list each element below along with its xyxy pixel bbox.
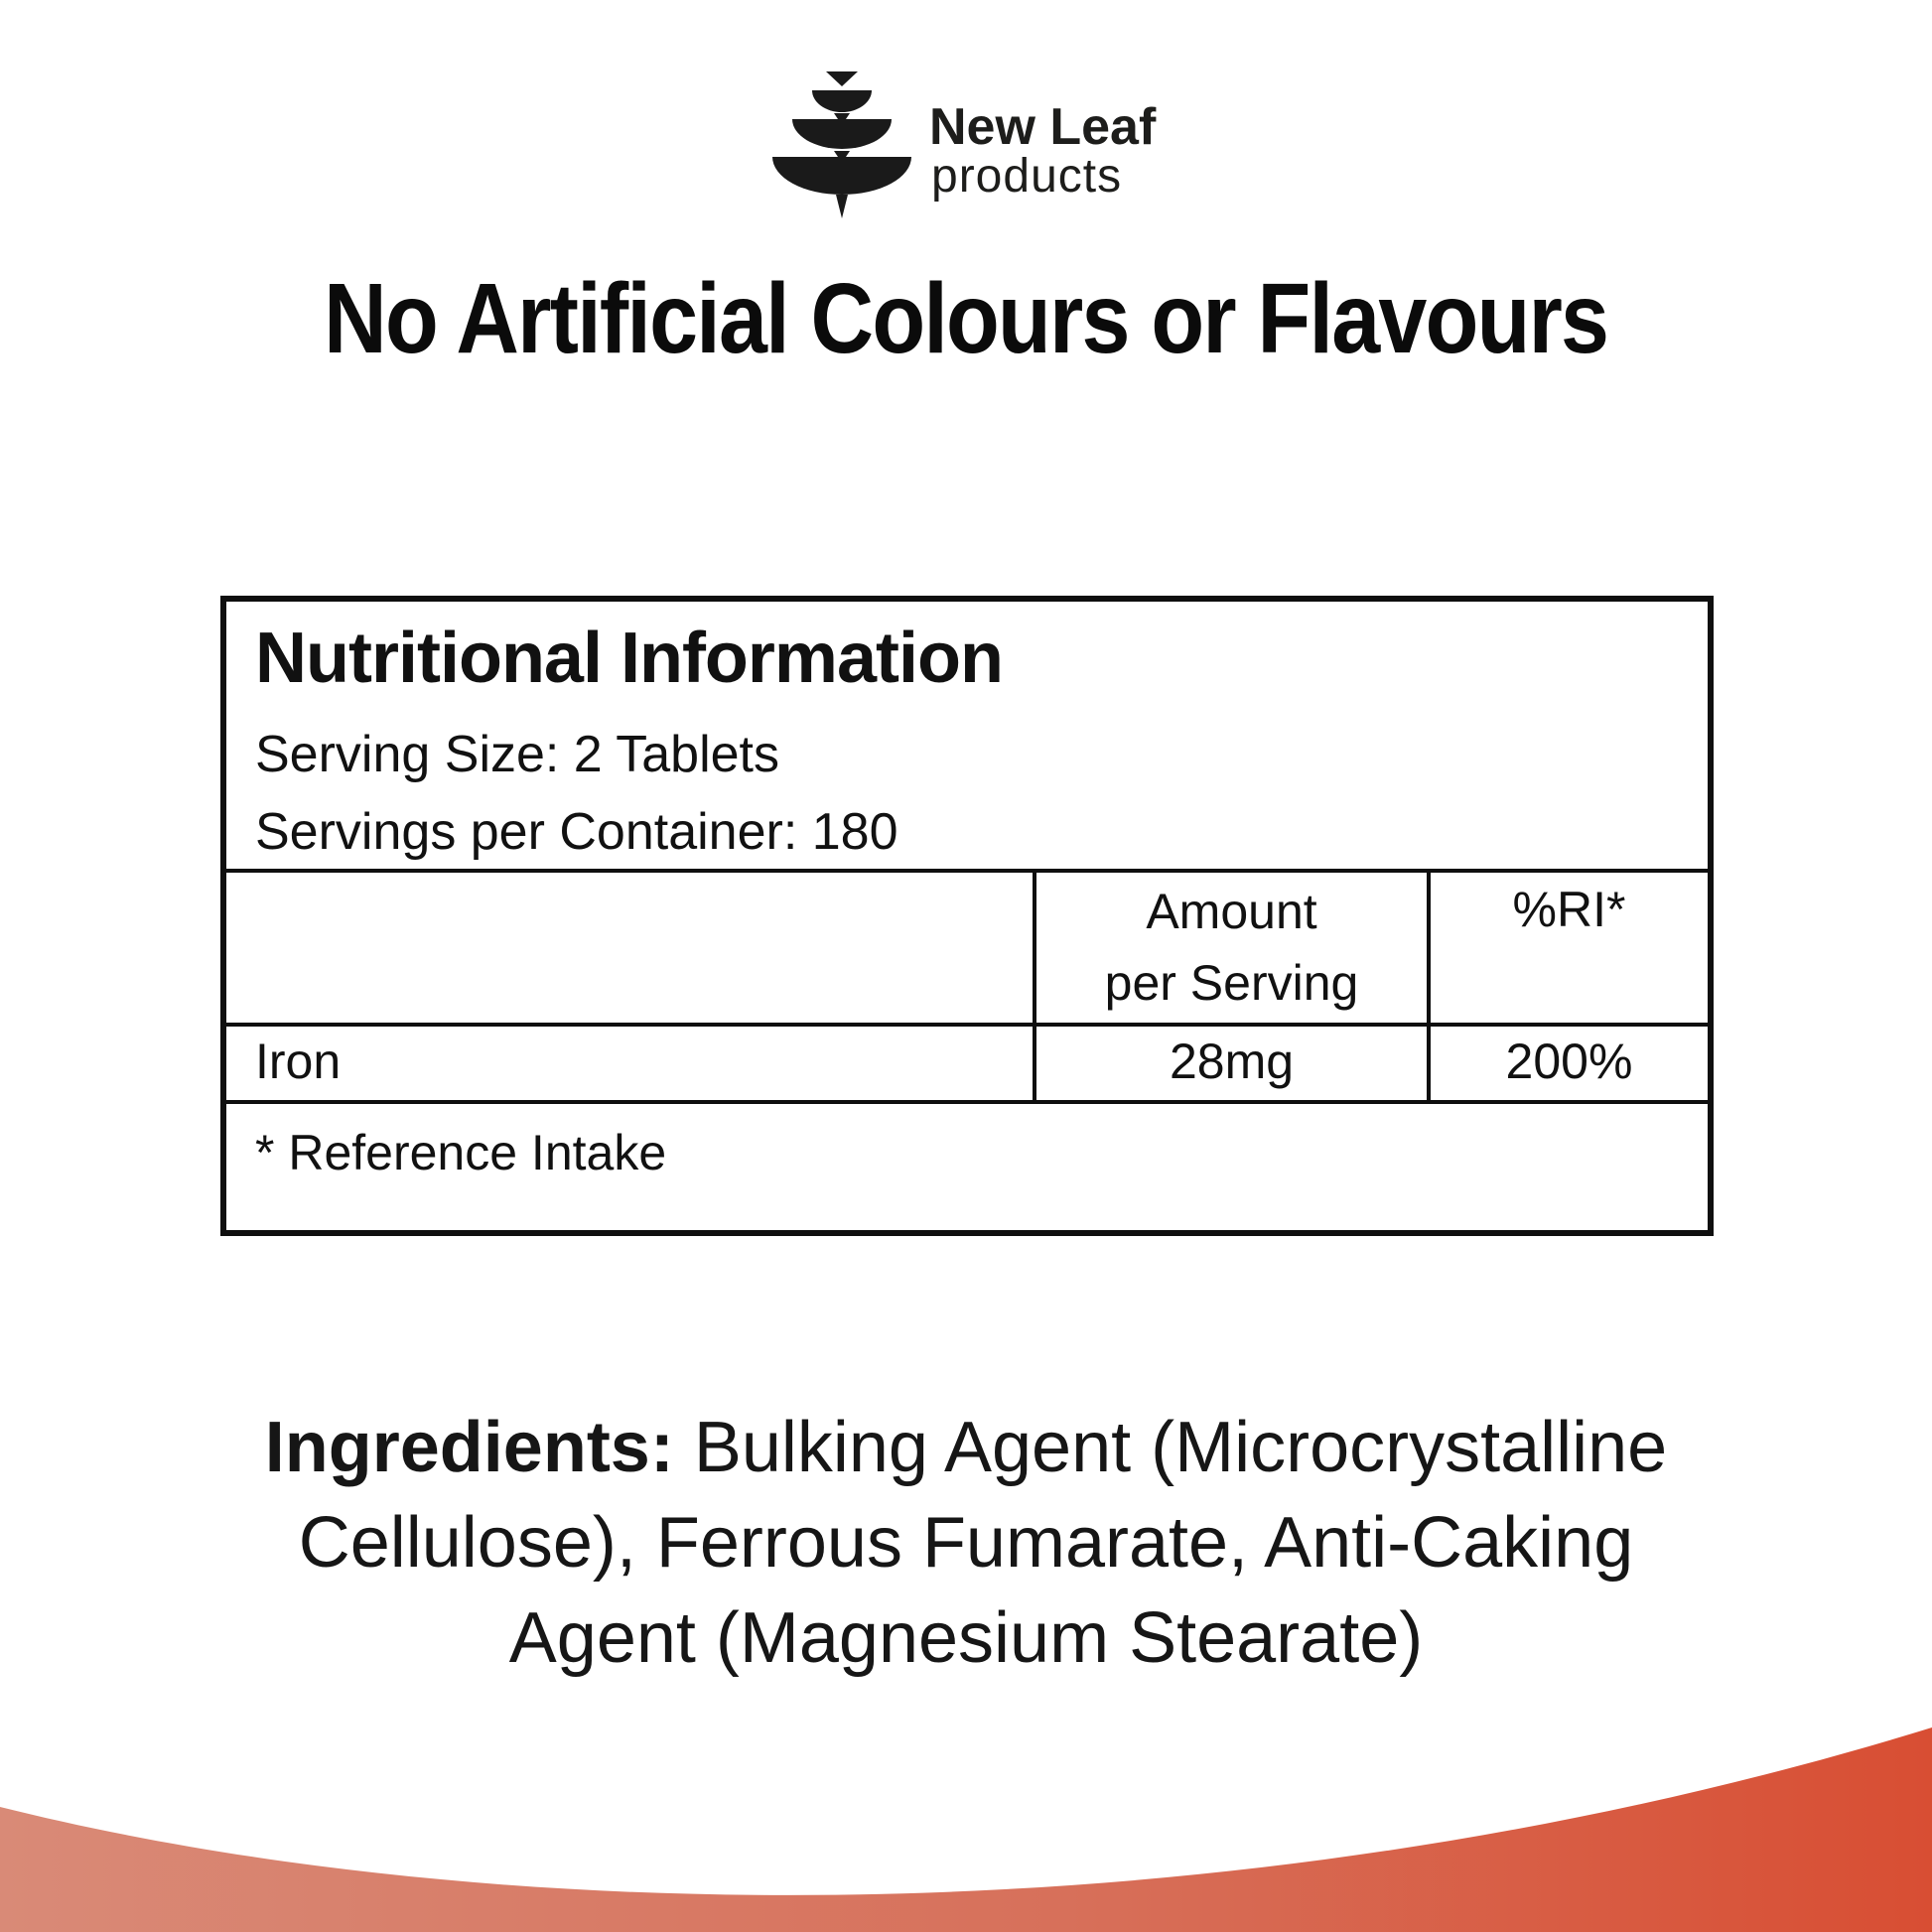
column-header-ri: %RI* — [1512, 882, 1626, 937]
footer-wave-shape — [0, 1727, 1932, 1932]
ingredients-line1-rest: Bulking Agent (Microcrystalline — [673, 1408, 1668, 1487]
serving-size: Serving Size: 2 Tablets — [255, 726, 779, 783]
table-footnote: * Reference Intake — [255, 1125, 667, 1180]
table-row-nutrient-name: Iron — [255, 1034, 342, 1089]
table-rule-row-bottom — [226, 1100, 1708, 1104]
ingredients-label: Ingredients: — [264, 1408, 674, 1487]
table-rule-header-top — [226, 869, 1708, 873]
table-title: Nutritional Information — [255, 619, 1003, 698]
nutrition-table — [220, 596, 1714, 1236]
column-header-amount-line2: per Serving — [1104, 955, 1359, 1011]
servings-per-container: Servings per Container: 180 — [255, 803, 898, 861]
brand-subname: products — [931, 150, 1123, 203]
ingredients-line2: Cellulose), Ferrous Fumarate, Anti-Caking — [298, 1503, 1634, 1583]
table-row-ri: 200% — [1505, 1034, 1633, 1089]
newleaf-tree-icon — [772, 69, 911, 218]
ingredients-line1 — [0, 1400, 1932, 1495]
brand-name: New Leaf — [929, 98, 1157, 156]
headline-text: No Artificial Colours or Flavours — [324, 263, 1608, 374]
ingredients-line3: Agent (Magnesium Stearate) — [508, 1598, 1424, 1678]
column-header-amount-line1: Amount — [1146, 884, 1317, 939]
headline-wrap — [0, 264, 1932, 373]
column-header-amount — [1036, 876, 1427, 1019]
tree-tiers — [772, 71, 911, 218]
ingredients-text — [0, 1400, 1932, 1686]
footer-wave — [0, 1684, 1932, 1932]
table-row-amount: 28mg — [1169, 1034, 1295, 1089]
